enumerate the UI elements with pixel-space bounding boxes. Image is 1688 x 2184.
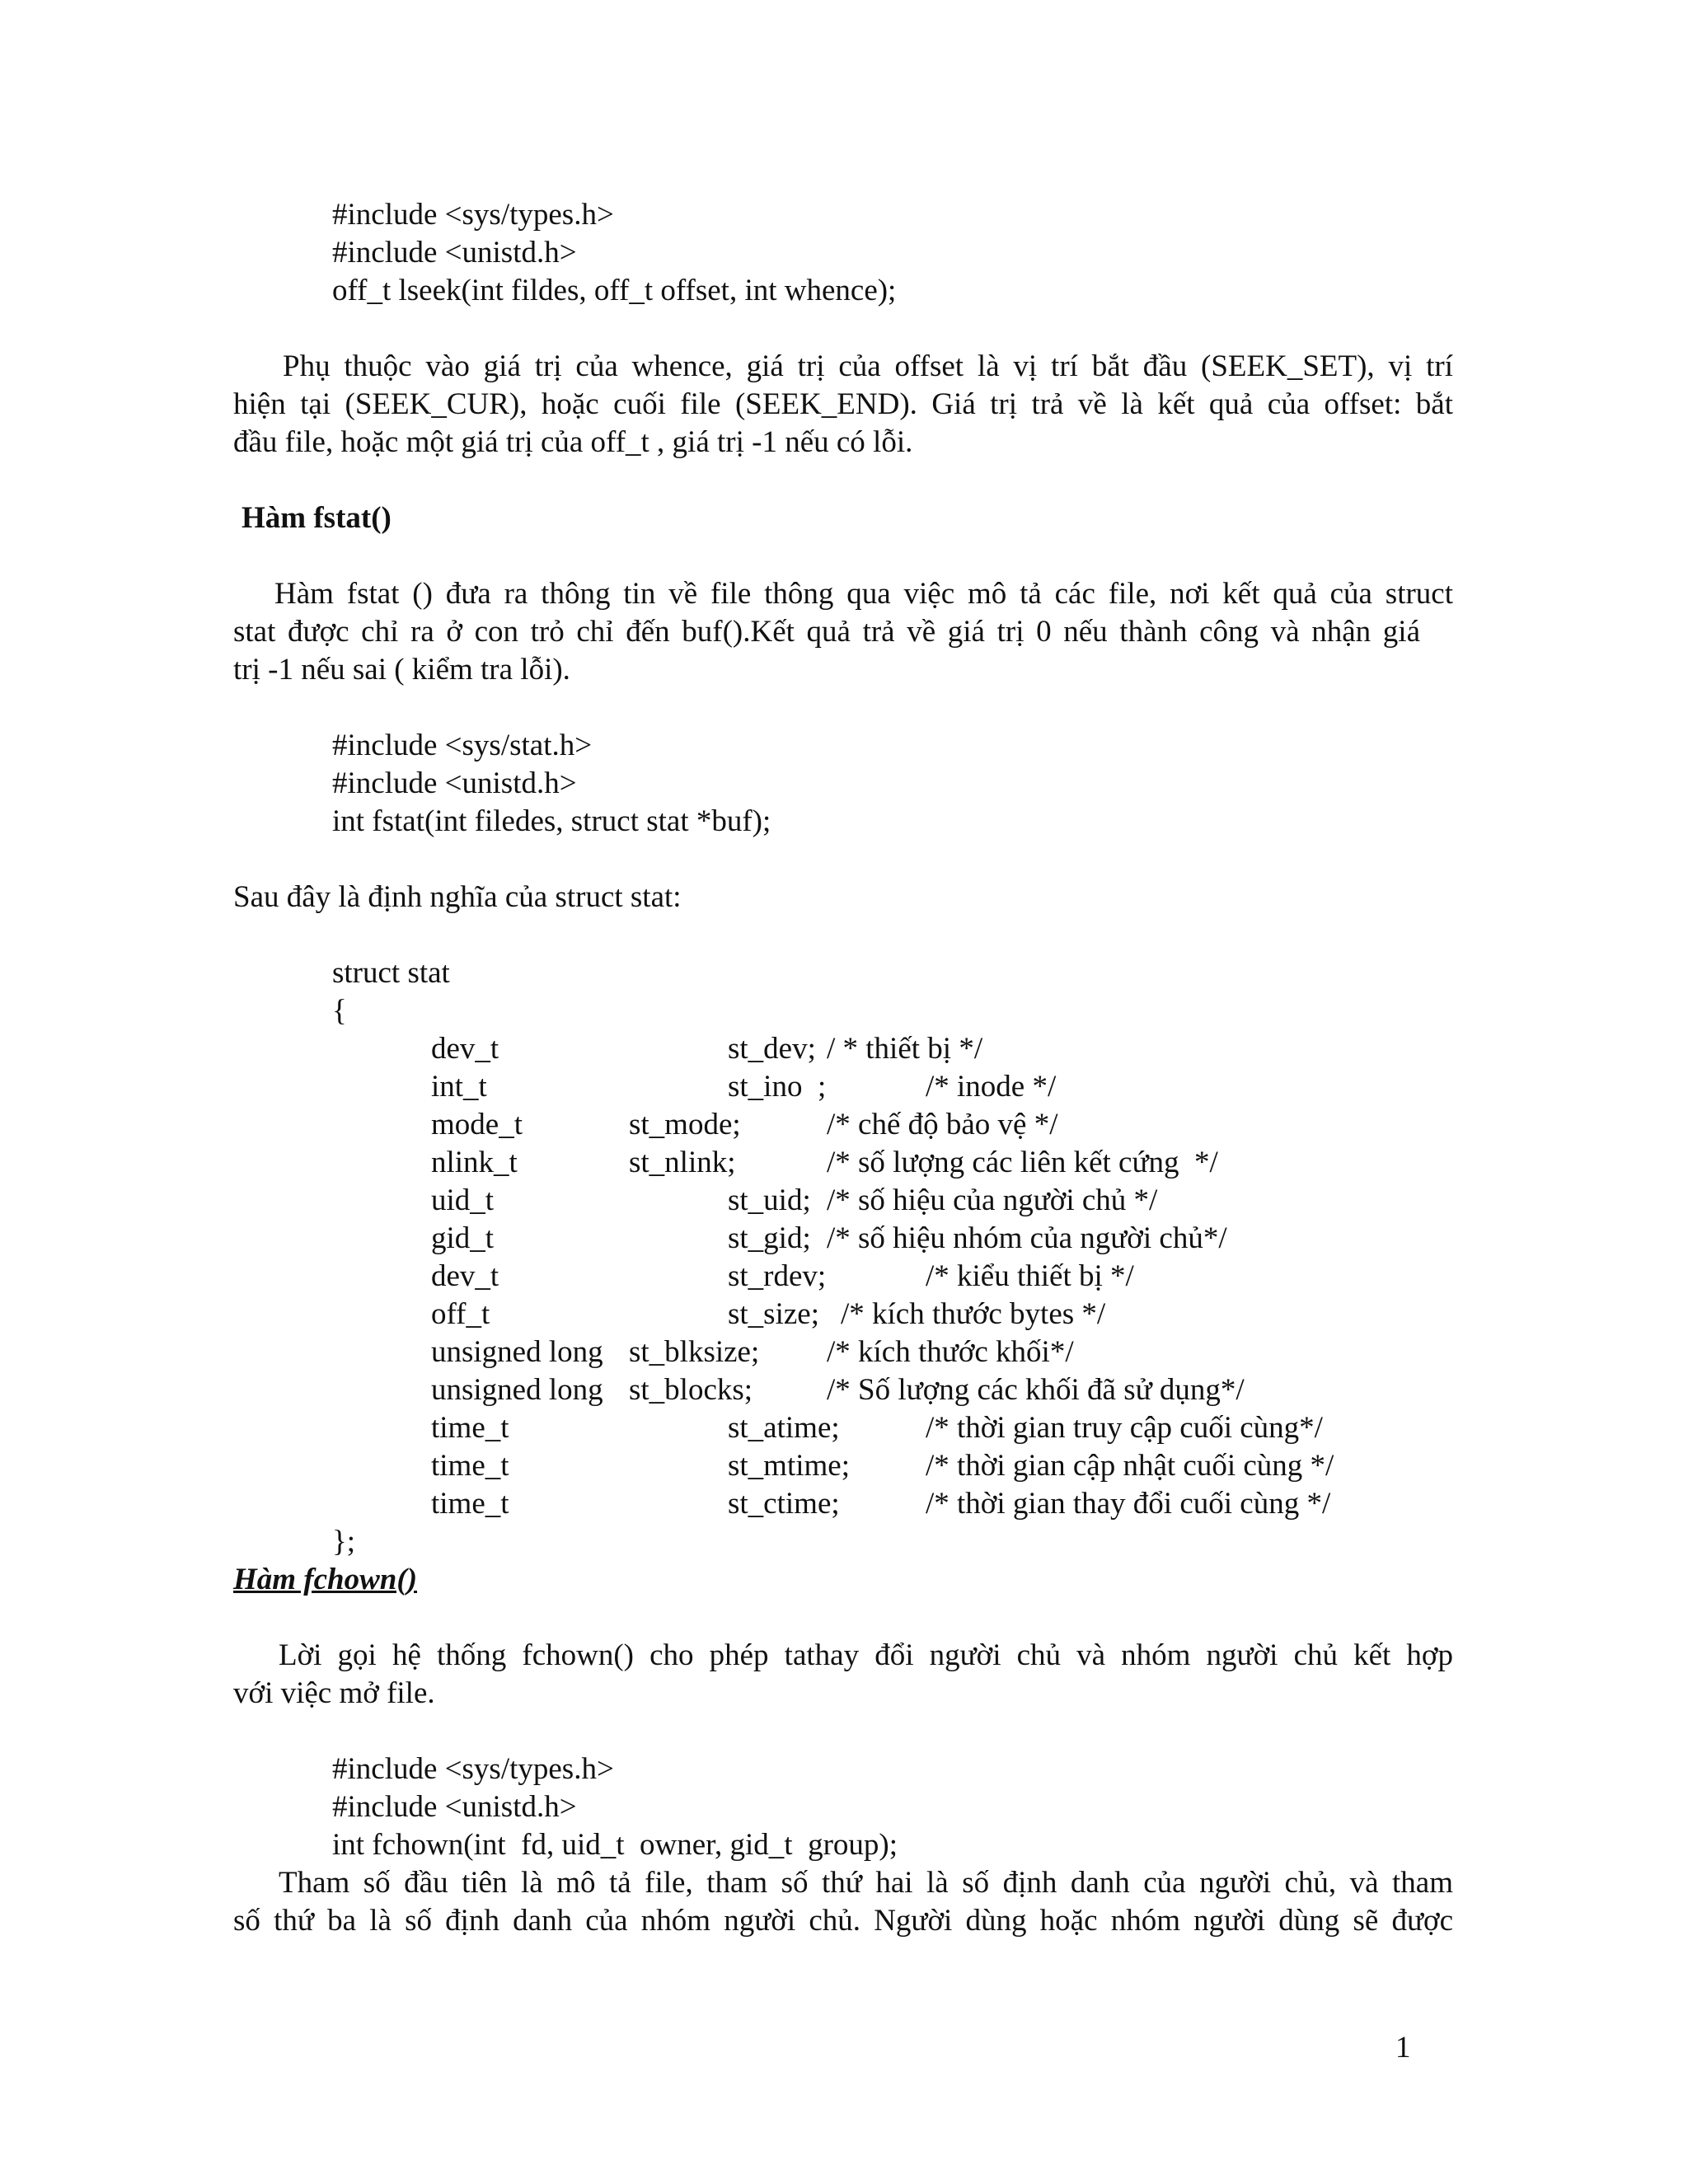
- field-comment: /* kích thước bytes */: [841, 1297, 1106, 1331]
- paragraph-line: stat được chỉ ra ở con trỏ chỉ đến buf().Kết quả trả về giá trị 0 nếu thành công và nhận giá: [233, 615, 1420, 649]
- field-comment: /* thời gian cập nhật cuối cùng */: [926, 1449, 1334, 1483]
- field-type: gid_t: [431, 1221, 495, 1255]
- section-heading-fchown: Hàm fchown(): [233, 1563, 418, 1596]
- code-line: int fstat(int filedes, struct stat *buf);: [332, 804, 771, 838]
- field-name: st_atime;: [728, 1411, 840, 1445]
- code-line: off_t lseek(int fildes, off_t offset, int whence);: [332, 274, 897, 307]
- field-name: st_gid;: [728, 1221, 811, 1255]
- code-line: int fchown(int fd, uid_t owner, gid_t group);: [332, 1828, 898, 1862]
- field-type: time_t: [431, 1487, 509, 1521]
- field-name: st_blksize;: [629, 1335, 760, 1369]
- field-type: time_t: [431, 1449, 509, 1483]
- field-type: time_t: [431, 1411, 509, 1445]
- field-type: uid_t: [431, 1183, 495, 1217]
- paragraph-line: hiện tại (SEEK_CUR), hoặc cuối file (SEEK_END). Giá trị trả về là kết quả của offset: bắt: [233, 387, 1453, 421]
- field-comment: /* số lượng các liên kết cứng */: [827, 1146, 1218, 1179]
- code-line: #include <unistd.h>: [332, 766, 577, 800]
- code-line: #include <sys/types.h>: [332, 198, 614, 232]
- field-name: st_ino ;: [728, 1070, 827, 1104]
- paragraph-line: Sau đây là định nghĩa của struct stat:: [233, 880, 682, 914]
- field-name: st_mode;: [629, 1108, 741, 1141]
- paragraph-line: với việc mở file.: [233, 1676, 435, 1710]
- code-line: #include <sys/stat.h>: [332, 729, 593, 762]
- field-name: st_uid;: [728, 1183, 811, 1217]
- paragraph-line: trị -1 nếu sai ( kiểm tra lỗi).: [233, 653, 570, 687]
- field-type: mode_t: [431, 1108, 523, 1141]
- field-type: int_t: [431, 1070, 487, 1104]
- field-name: st_ctime;: [728, 1487, 840, 1521]
- field-type: dev_t: [431, 1259, 499, 1293]
- page-number: 1: [1395, 2031, 1411, 2064]
- paragraph-line: Phụ thuộc vào giá trị của whence, giá trị của offset là vị trí bắt đầu (SEEK_SET), vị trí: [283, 349, 1453, 383]
- field-comment: /* Số lượng các khối đã sử dụng*/: [827, 1373, 1245, 1407]
- code-line: #include <sys/types.h>: [332, 1752, 614, 1786]
- section-heading-fstat: Hàm fstat(): [241, 501, 392, 535]
- field-comment: /* kiểu thiết bị */: [926, 1259, 1134, 1293]
- field-type: off_t: [431, 1297, 490, 1331]
- paragraph-line: đầu file, hoặc một giá trị của off_t , giá trị -1 nếu có lỗi.: [233, 425, 913, 459]
- field-comment: /* kích thước khối*/: [827, 1335, 1074, 1369]
- field-type: nlink_t: [431, 1146, 518, 1179]
- field-comment: / * thiết bị */: [827, 1032, 983, 1066]
- struct-open-brace: {: [332, 994, 347, 1028]
- field-type: dev_t: [431, 1032, 499, 1066]
- code-line: #include <unistd.h>: [332, 236, 577, 269]
- field-name: st_size;: [728, 1297, 819, 1331]
- field-comment: /* chế độ bảo vệ */: [827, 1108, 1058, 1141]
- field-comment: /* inode */: [926, 1070, 1057, 1104]
- field-comment: /* thời gian thay đổi cuối cùng */: [926, 1487, 1331, 1521]
- field-comment: /* số hiệu nhóm của người chủ*/: [827, 1221, 1227, 1255]
- paragraph-line: Hàm fstat () đưa ra thông tin về file thông qua việc mô tả các file, nơi kết quả của struct: [274, 577, 1453, 611]
- field-name: st_mtime;: [728, 1449, 850, 1483]
- paragraph-line: số thứ ba là số định danh của nhóm người chủ. Người dùng hoặc nhóm người dùng sẽ được: [233, 1904, 1453, 1938]
- code-line: #include <unistd.h>: [332, 1790, 577, 1824]
- field-comment: /* số hiệu của người chủ */: [827, 1183, 1158, 1217]
- struct-close-brace: };: [332, 1525, 356, 1558]
- field-comment: /* thời gian truy cập cuối cùng*/: [926, 1411, 1323, 1445]
- struct-header: struct stat: [332, 956, 450, 990]
- paragraph-line: Lời gọi hệ thống fchown() cho phép tathay đổi người chủ và nhóm người chủ kết hợp: [279, 1638, 1453, 1672]
- field-type: unsigned long: [431, 1335, 603, 1369]
- field-name: st_dev;: [728, 1032, 816, 1066]
- field-name: st_nlink;: [629, 1146, 736, 1179]
- paragraph-line: Tham số đầu tiên là mô tả file, tham số thứ hai là số định danh của người chủ, và tham: [279, 1866, 1453, 1900]
- field-name: st_blocks;: [629, 1373, 753, 1407]
- field-type: unsigned long: [431, 1373, 603, 1407]
- field-name: st_rdev;: [728, 1259, 827, 1293]
